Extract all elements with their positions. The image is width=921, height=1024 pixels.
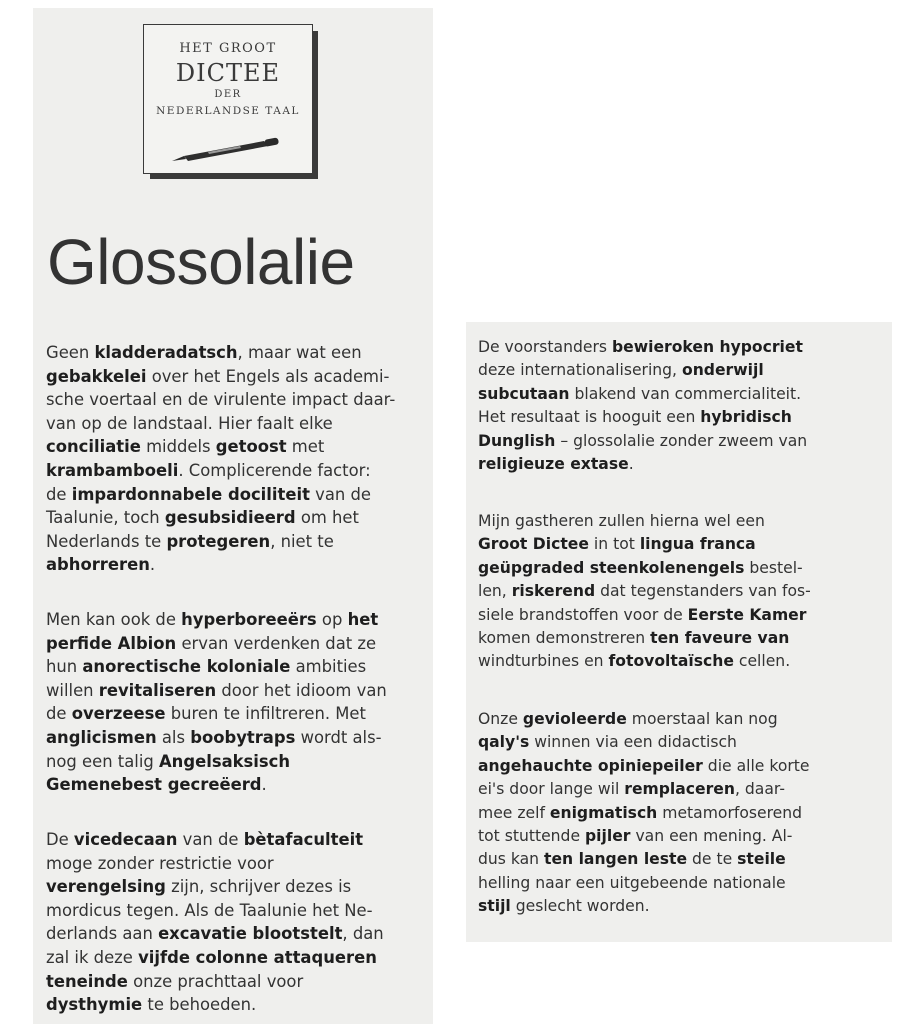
dictee-word: qaly's xyxy=(478,733,530,752)
text-segment: Men kan ook de xyxy=(46,610,182,629)
text-segment: wordt als- xyxy=(295,727,382,747)
article-title: Glossolalie xyxy=(47,226,355,298)
text-line xyxy=(478,627,811,650)
text-segment: ambities xyxy=(290,657,367,677)
text-segment: als xyxy=(156,727,191,747)
dictee-word: excavatie blootstelt xyxy=(158,924,343,944)
text-segment: Geen xyxy=(46,343,95,362)
text-line xyxy=(478,872,810,895)
text-segment: over het Engels als academi- xyxy=(146,366,390,386)
text-line xyxy=(478,336,807,359)
text-segment: . xyxy=(149,555,156,575)
text-line xyxy=(478,359,807,382)
text-segment: Onze xyxy=(478,710,523,728)
text-segment: derlands aan xyxy=(46,924,159,944)
dictee-word: dysthymie xyxy=(46,995,143,1015)
dictee-word: Eerste Kamer xyxy=(687,605,807,624)
text-line xyxy=(46,608,387,632)
text-line xyxy=(478,825,810,848)
text-segment: van de xyxy=(177,830,244,849)
text-line xyxy=(46,970,384,994)
text-line xyxy=(46,679,387,703)
text-line xyxy=(46,946,384,970)
dictee-word: krambamboeli xyxy=(46,460,179,480)
text-line xyxy=(46,412,395,436)
dictee-word: abhorreren xyxy=(46,555,150,575)
text-segment: komen demonstreren xyxy=(478,629,651,648)
dictee-word: perfide Albion xyxy=(46,633,177,653)
logo-line-2: DICTEE xyxy=(175,59,281,87)
text-segment: dus kan xyxy=(478,850,545,869)
text-line xyxy=(478,755,810,778)
dictee-word: ten langen leste xyxy=(544,850,688,869)
paragraph-2 xyxy=(46,608,387,797)
text-line xyxy=(46,655,387,679)
text-line xyxy=(46,530,395,554)
text-line xyxy=(46,632,387,656)
text-line xyxy=(478,604,811,627)
text-line xyxy=(46,993,384,1017)
text-segment: van een mening. Al- xyxy=(630,827,793,846)
text-segment: mee zelf xyxy=(478,803,550,822)
text-segment: cellen. xyxy=(733,652,791,671)
text-segment: mordicus tegen. Als de Taalunie het Ne- xyxy=(46,900,373,920)
paragraph-3 xyxy=(46,828,384,1017)
dictee-word: angehauchte opiniepeiler xyxy=(478,756,703,775)
dictee-word: conciliatie xyxy=(46,437,141,457)
paragraph-1 xyxy=(46,341,395,577)
text-segment: om het xyxy=(295,508,359,528)
text-segment: ervan verdenken dat ze xyxy=(176,633,377,653)
paragraph-6 xyxy=(478,708,810,919)
dictee-word: vijfde colonne attaqueren xyxy=(138,947,377,967)
text-line xyxy=(46,773,387,797)
text-segment: moerstaal kan nog xyxy=(626,710,778,728)
text-segment: met xyxy=(286,437,325,457)
dictee-word: bewieroken hypocriet xyxy=(611,338,803,356)
text-line xyxy=(478,580,811,603)
text-segment: siele brandstoffen voor de xyxy=(478,605,688,624)
clipping-left-column xyxy=(33,8,433,1024)
text-line xyxy=(46,726,387,750)
text-line xyxy=(478,778,810,801)
dictee-word: pijler xyxy=(585,827,631,846)
text-line xyxy=(46,388,395,412)
text-line xyxy=(478,383,807,406)
text-segment: te behoeden. xyxy=(142,995,257,1015)
fountain-pen-icon xyxy=(168,137,288,165)
text-segment: , dan xyxy=(342,924,384,944)
dictee-word: fotovoltaïsche xyxy=(608,652,734,671)
dictee-word: anglicismen xyxy=(46,727,157,747)
text-line xyxy=(46,341,395,365)
text-line xyxy=(478,802,810,825)
text-segment: onze prachttaal voor xyxy=(127,971,304,991)
text-segment: willen xyxy=(46,680,99,700)
text-segment: De xyxy=(46,830,74,849)
text-line xyxy=(478,650,811,673)
text-segment: nog een talig xyxy=(46,751,159,771)
text-line xyxy=(478,708,810,731)
text-line xyxy=(46,553,395,577)
text-segment: geslecht worden. xyxy=(510,897,650,916)
dictee-word: teneinde xyxy=(46,971,128,991)
text-segment: zijn, schrijver dezes is xyxy=(165,877,352,897)
text-line xyxy=(478,895,810,918)
clipping-right-column xyxy=(466,322,892,942)
text-segment: van op de landstaal. Hier faalt elke xyxy=(46,413,333,433)
dictee-word: religieuze extase xyxy=(478,455,629,474)
dictee-word: vicedecaan xyxy=(73,830,178,849)
text-segment: door het idioom van xyxy=(216,680,387,700)
dictee-word: verengelsing xyxy=(46,877,166,897)
dictee-word: onderwijl xyxy=(681,361,764,380)
text-segment: helling naar een uitgebeende nationale xyxy=(478,873,786,892)
text-line xyxy=(478,533,811,556)
dictee-word: Dunglish xyxy=(478,431,556,450)
text-segment: de te xyxy=(687,850,738,869)
dictee-word: overzeese xyxy=(71,704,166,724)
dictee-word: gevioleerde xyxy=(522,710,627,728)
text-segment: zal ik deze xyxy=(46,947,139,967)
text-line xyxy=(478,430,807,453)
dictee-word: remplaceren xyxy=(624,780,735,799)
dictee-logo xyxy=(143,24,313,174)
dictee-word: bètafaculteit xyxy=(243,830,364,849)
text-segment: – glossolalie zonder zweem van xyxy=(555,431,808,450)
text-line xyxy=(46,852,384,876)
text-line xyxy=(46,899,384,923)
text-line xyxy=(478,731,810,754)
dictee-word: gesubsidieerd xyxy=(164,508,296,528)
dictee-word: gebakkelei xyxy=(46,366,147,386)
text-line xyxy=(46,435,395,459)
dictee-word: het xyxy=(347,610,379,629)
text-line xyxy=(46,922,384,946)
logo-line-1: HET GROOT xyxy=(179,41,277,56)
text-segment: De voorstanders xyxy=(478,338,612,356)
text-segment: winnen via een didactisch xyxy=(529,733,737,752)
text-segment: Het resultaat is hooguit een xyxy=(478,408,701,427)
text-segment: . xyxy=(628,455,634,474)
text-segment: moge zonder restrictie voor xyxy=(46,853,274,873)
text-line xyxy=(46,828,384,852)
text-line xyxy=(46,702,387,726)
text-segment: dat tegenstanders van fos- xyxy=(595,582,811,601)
text-segment: . xyxy=(261,775,267,795)
text-line xyxy=(46,506,395,530)
text-segment: deze internationalisering, xyxy=(478,361,682,380)
dictee-word: hybridisch xyxy=(700,408,792,427)
text-segment: Taalunie, toch xyxy=(46,508,165,528)
dictee-word: getoost xyxy=(215,437,287,457)
text-line xyxy=(478,557,811,580)
text-segment: tot stuttende xyxy=(478,827,586,846)
dictee-word: steile xyxy=(737,850,786,869)
text-segment: , niet te xyxy=(270,531,334,551)
dictee-word: impardonnabele dociliteit xyxy=(71,484,310,504)
text-segment: in tot xyxy=(588,535,640,554)
text-segment: de xyxy=(46,704,72,724)
text-segment: middels xyxy=(140,437,216,457)
text-segment: op xyxy=(316,610,348,629)
dictee-word: revitaliseren xyxy=(98,680,217,700)
text-segment: bestel- xyxy=(744,558,803,577)
text-line xyxy=(478,848,810,871)
text-line xyxy=(478,406,807,429)
text-line xyxy=(46,459,395,483)
text-line xyxy=(478,453,807,476)
dictee-word: kladderadatsch xyxy=(94,343,238,362)
dictee-word: lingua franca xyxy=(639,535,756,554)
text-segment: van de xyxy=(309,484,371,504)
text-segment: len, xyxy=(478,582,512,601)
text-segment: . Complicerende factor: xyxy=(178,460,371,480)
text-segment: Mijn gastheren zullen hierna wel een xyxy=(478,512,765,530)
text-segment: metamorfoserend xyxy=(657,803,803,822)
dictee-word: stijl xyxy=(478,897,511,916)
text-line xyxy=(46,483,395,507)
dictee-word: Groot Dictee xyxy=(478,535,589,554)
text-line xyxy=(46,875,384,899)
dictee-word: enigmatisch xyxy=(549,803,658,822)
text-line xyxy=(46,750,387,774)
dictee-word: anorectische koloniale xyxy=(82,657,291,677)
paragraph-4 xyxy=(478,336,807,476)
text-segment: ei's door lange wil xyxy=(478,780,625,799)
text-segment: de xyxy=(46,484,72,504)
text-segment: Nederlands te xyxy=(46,531,167,551)
text-line xyxy=(478,510,811,533)
dictee-word: Angelsaksisch xyxy=(159,751,291,771)
dictee-word: subcutaan xyxy=(478,384,570,403)
dictee-word: ten faveure van xyxy=(650,629,790,648)
text-segment: buren te infiltreren. Met xyxy=(165,704,366,724)
paragraph-5 xyxy=(478,510,811,674)
text-line xyxy=(46,365,395,389)
text-segment: sche voertaal en de virulente impact daar- xyxy=(46,390,396,410)
dictee-word: Gemenebest gecreëerd xyxy=(46,775,262,795)
text-segment: die alle korte xyxy=(702,756,810,775)
logo-line-4: NEDERLANDSE TAAL xyxy=(156,105,300,117)
text-segment: hun xyxy=(46,657,83,677)
text-segment: windturbines en xyxy=(478,652,609,671)
logo-line-3: DER xyxy=(214,89,242,100)
dictee-word: protegeren xyxy=(166,531,271,551)
dictee-word: hyperboreeërs xyxy=(181,610,317,629)
text-segment: , daar- xyxy=(734,780,785,799)
dictee-word: geüpgraded steenkolenengels xyxy=(478,558,745,577)
text-segment: blakend van commercialiteit. xyxy=(569,384,802,403)
dictee-word: boobytraps xyxy=(190,727,296,747)
text-segment: , maar wat een xyxy=(237,343,362,362)
dictee-word: riskerend xyxy=(511,582,596,601)
